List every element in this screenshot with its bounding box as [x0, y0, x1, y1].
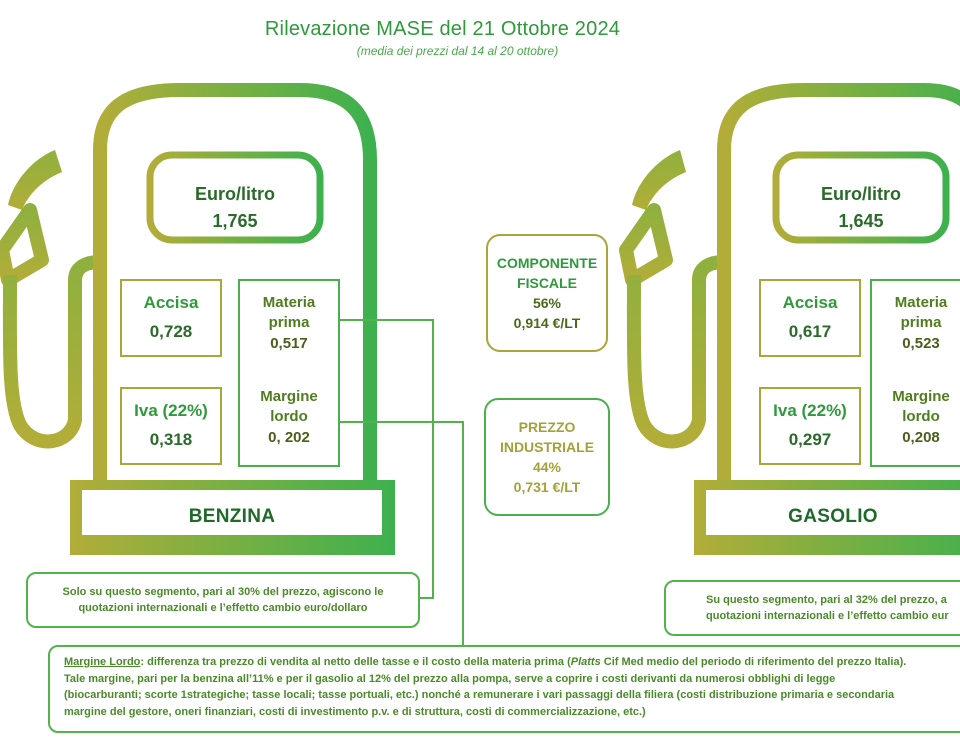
prezzo-industriale-line1: PREZZO — [518, 419, 576, 435]
benzina-accisa-value: 0,728 — [149, 322, 193, 341]
gasolio-margine-value: 0,208 — [902, 429, 940, 446]
definition-text2: Cif Med medio del periodo di riferimento del prezzo Italia). — [600, 656, 907, 668]
gasolio-nozzle-icon — [632, 150, 686, 210]
prezzo-industriale-value: 0,731 €/LT — [513, 479, 581, 495]
gasolio-hose-icon — [634, 262, 724, 441]
page-title: Rilevazione MASE del 21 Ottobre 2024 — [264, 18, 621, 40]
definition-term: Margine Lordo — [64, 656, 141, 668]
benzina-materia-label-1: Materia — [262, 294, 316, 311]
benzina-iva-label: Iva (22%) — [134, 401, 208, 420]
benzina-nozzle-icon — [8, 150, 62, 210]
benzina-accisa-box — [121, 288, 221, 348]
componente-fiscale-line1: COMPONENTE — [496, 255, 598, 271]
page-subtitle: (media dei prezzi dal 14 al 20 ottobre) — [356, 44, 559, 58]
componente-fiscale-value: 0,914 €/LT — [513, 315, 581, 331]
benzina-name: BENZINA — [188, 506, 276, 527]
definition-line2: Tale margine, pari per la benzina all’11% e per il gasolio al 12% del prezzo alla pompa, serve a coprire i costi derivanti da numerosi obblighi di legge — [64, 672, 836, 685]
gasolio-note-line1: Su questo segmento, pari al 32% del prezzo, a — [706, 594, 947, 606]
prezzo-industriale-line2: INDUSTRIALE — [499, 439, 595, 455]
benzina-hose-icon — [10, 262, 100, 441]
benzina-iva-box — [121, 396, 221, 456]
benzina-materia-label-2: prima — [268, 314, 310, 331]
gasolio-name-plate — [706, 500, 960, 534]
gasolio-margine-box — [871, 382, 960, 454]
gasolio-materia-label-1: Materia — [894, 294, 948, 311]
benzina-materia-box — [239, 288, 339, 360]
benzina-price-display — [154, 178, 316, 238]
gasolio-accisa-label: Accisa — [782, 293, 838, 312]
benzina-accisa-label: Accisa — [143, 293, 199, 312]
definition-platts: Platts — [570, 656, 601, 668]
componente-fiscale-pct: 56% — [532, 295, 562, 311]
benzina-price-value: 1,765 — [212, 211, 258, 231]
benzina-iva-value: 0,318 — [149, 430, 193, 449]
benzina-margine-value: 0, 202 — [268, 429, 310, 446]
definition-text1: : differenza tra prezzo di vendita al netto delle tasse e il costo della materia prima ( — [140, 656, 571, 668]
gasolio-margine-label-2: lordo — [902, 408, 940, 425]
gasolio-iva-label: Iva (22%) — [773, 401, 847, 420]
gasolio-iva-box — [760, 396, 860, 456]
prezzo-industriale-pct: 44% — [532, 459, 562, 475]
gasolio-price-value: 1,645 — [838, 211, 884, 231]
benzina-pump — [2, 90, 463, 646]
gasolio-margine-label-1: Margine — [892, 388, 950, 405]
benzina-margine-label-1: Margine — [260, 388, 318, 405]
benzina-margine-label-2: lordo — [270, 408, 308, 425]
prezzo-industriale-box — [484, 398, 610, 516]
componente-fiscale-box — [486, 234, 608, 352]
gasolio-materia-value: 0,523 — [902, 335, 940, 352]
benzina-price-label: Euro/litro — [195, 184, 275, 204]
benzina-margine-box — [239, 382, 339, 454]
gasolio-materia-label-2: prima — [900, 314, 942, 331]
gasolio-price-label: Euro/litro — [821, 184, 901, 204]
gasolio-note-line2: quotazioni internazionali e l’effetto cambio eur — [706, 610, 949, 622]
definition-line3: (biocarburanti; scorte 1strategiche; tasse locali; tasse portuali, etc.) nonché a remunerare i vari passaggi della filiera (costi distribuzione primaria e secondaria — [64, 689, 895, 701]
benzina-note-text: Solo su questo segmento, pari al 30% del prezzo, agiscono le quotazioni internazionali e l’effetto cambio euro/dollaro — [62, 586, 384, 614]
benzina-name-plate — [82, 500, 382, 534]
gasolio-iva-value: 0,297 — [788, 430, 832, 449]
gasolio-accisa-box — [760, 288, 860, 348]
gasolio-materia-box — [871, 288, 960, 360]
gasolio-price-display — [780, 178, 942, 238]
definition-line4: margine del gestore, oneri finanziari, costi di investimento p.v. e di struttura, costi di commercializzazione, etc.) — [64, 705, 646, 718]
componente-fiscale-line2: FISCALE — [517, 275, 577, 291]
gasolio-note-box — [664, 580, 960, 636]
gasolio-accisa-value: 0,617 — [788, 322, 832, 341]
gasolio-name: GASOLIO — [788, 506, 878, 527]
benzina-note-box — [26, 572, 420, 628]
margine-lordo-definition — [48, 645, 960, 733]
benzina-materia-value: 0,517 — [270, 335, 308, 352]
